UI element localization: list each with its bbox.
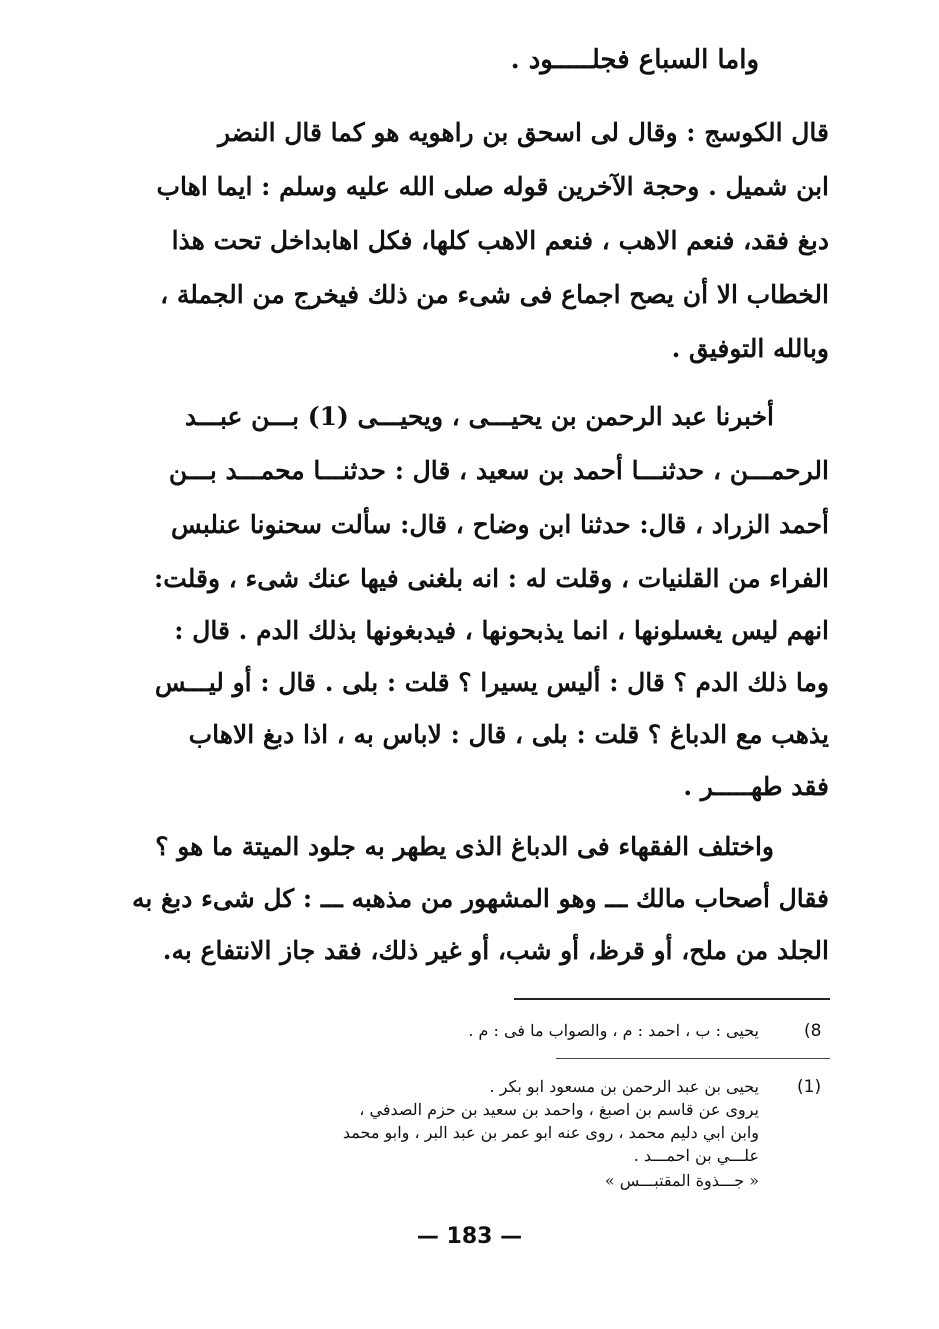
paragraph-1-line: دبغ فقد، فنعم الاهب ، فنعم الاهب كلها، فكل اهابداخل تحت هذا xyxy=(171,226,829,255)
footnote-marker: (8 xyxy=(804,1021,822,1041)
section-heading: واما السباع فجلـــــود . xyxy=(510,45,759,75)
page-number: — 183 — xyxy=(416,1224,523,1249)
paragraph-3-line: الجلد من ملح، أو قرظ، أو شب، أو غير ذلك، فقد جاز الانتفاع به. xyxy=(162,936,829,965)
paragraph-1-line: ابن شميل . وحجة الآخرين قوله صلى الله عليه وسلم : ايما اهاب xyxy=(156,172,829,201)
paragraph-2-line: الرحمـــن ، حدثنـــا أحمد بن سعيد ، قال : حدثنـــا محمـــد بـــن xyxy=(168,456,829,485)
footnote-line: يحيى بن عبد الرحمن بن مسعود ابو بكر . xyxy=(489,1077,759,1096)
paragraph-1-line: الخطاب الا أن يصح اجماع فى شىء من ذلك فيخرج من الجملة ، xyxy=(160,280,829,309)
paragraph-2-line: يذهب مع الدباغ ؟ قلت : بلى ، قال : لاباس به ، اذا دبغ الاهاب xyxy=(188,720,829,749)
footnote-marker: (1) xyxy=(797,1077,822,1097)
footnote-line: علـــي بن احمـــد . xyxy=(633,1146,759,1165)
footnote-line: يروى عن قاسم بن اصبغ ، واحمد بن سعيد بن حزم الصدفي ، xyxy=(359,1100,759,1119)
paragraph-2-line: انهم ليس يغسلونها ، انما يذبحونها ، فيدبغونها بذلك الدم . قال : xyxy=(174,616,829,645)
paragraph-2-line: الفراء من القلنيات ، وقلت له : انه بلغنى فيها عنك شىء ، وقلت: xyxy=(154,564,829,593)
footnote-line: وابن ابي دليم محمد ، روى عنه ابو عمر بن عبد البر ، وابو محمد xyxy=(342,1123,759,1142)
paragraph-3-line: فقال أصحاب مالك ـــ وهو المشهور من مذهبه ـــ : كل شىء دبغ به xyxy=(131,884,829,913)
paragraph-3-line: واختلف الفقهاء فى الدباغ الذى يطهر به جلود الميتة ما هو ؟ xyxy=(155,832,774,861)
paragraph-2-line: أحمد الزراد ، قال: حدثنا ابن وضاح ، قال: سألت سحنونا عنلبس xyxy=(171,510,829,539)
paragraph-2-line: أخبرنا عبد الرحمن بن يحيـــى ، ويحيـــى (1) بـــن عبـــد xyxy=(184,402,774,431)
footnote-text: يحيى : ب ، احمد : م ، والصواب ما فى : م . xyxy=(468,1021,759,1040)
paragraph-2-line: فقد طهـــــر . xyxy=(683,772,829,801)
paragraph-1-line: قال الكوسج : وقال لى اسحق بن راهويه هو كما قال النضر xyxy=(217,118,829,147)
footnote-separator xyxy=(514,998,830,1000)
footnote-divider xyxy=(556,1058,830,1059)
footnote-line: « جـــذوة المقتبـــس » xyxy=(604,1171,759,1190)
paragraph-1-line: وبالله التوفيق . xyxy=(671,334,829,363)
paragraph-2-line: وما ذلك الدم ؟ قال : أليس يسيرا ؟ قلت : بلى . قال : أو ليـــس xyxy=(154,668,829,697)
